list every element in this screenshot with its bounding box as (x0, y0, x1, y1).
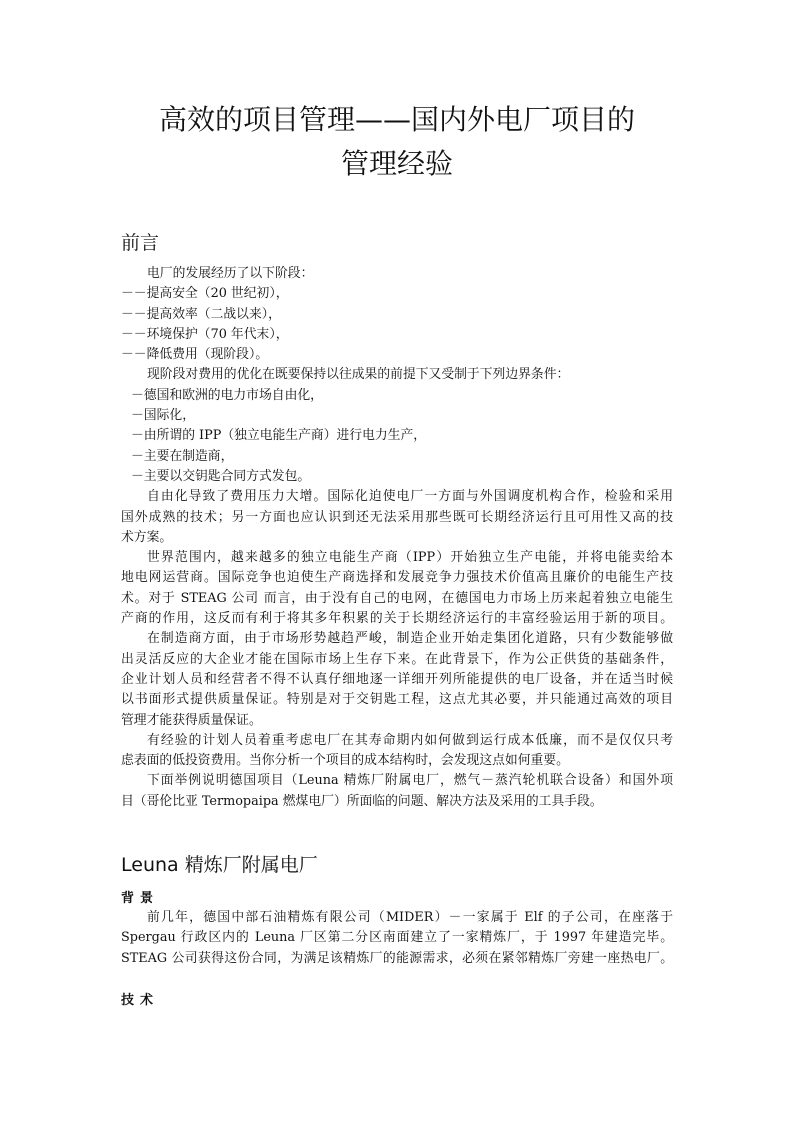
title-line-2: 管理经验 (340, 147, 453, 180)
paragraph-line: 企业计划人员和经营者不得不认真仔细地逐一详细开列所能提供的电厂设备，并在适当时候 (121, 671, 673, 687)
list-item: －－环境保护（70 年代末）， (121, 326, 289, 342)
paragraph-line: 世界范围内，越来越多的独立电能生产商（IPP）开始独立生产电能，并将电能卖给本 (147, 550, 673, 566)
paragraph-line: Spergau 行政区内的 Leuna 厂区第二分区南面建立了一家精炼厂，于 1997 年建造完毕。 (121, 930, 673, 946)
list-item: －－提高安全（20 世纪初）， (121, 286, 289, 302)
list-item: －－提高效率（二战以来）， (121, 306, 281, 322)
paragraph-line: 有经验的计划人员着重考虑电厂在其寿命期内如何做到运行成本低廉，而不是仅仅只考 (147, 732, 673, 748)
paragraph-line: 术。对于 STEAG 公司 而言，由于没有自己的电网，在德国电力市场上历来起着独立电能生 (121, 590, 673, 606)
paragraph-line: 地电网运营商。国际竞争也迫使生产商选择和发展竞争力强技术价值高且廉价的电能生产技 (121, 570, 673, 586)
paragraph-line: 现阶段对费用的优化在既要保持以往成果的前提下又受制于下列边界条件： (147, 367, 570, 383)
list-item: －德国和欧洲的电力市场自由化， (131, 387, 323, 403)
list-item: －－降低费用（现阶段）。 (121, 347, 269, 363)
paragraph-line: 以书面形式提供质量保证。特别是对于交钥匙工程，这点尤其必要，并只能通过高效的项目 (121, 692, 673, 708)
background-body (121, 908, 673, 969)
paragraph-line: 下面举例说明德国项目（Leuna 精炼厂附属电厂，燃气－蒸汽轮机联合设备）和国外项 (147, 773, 673, 789)
list-item: －由所谓的 IPP（独立电能生产商）进行电力生产， (131, 428, 427, 444)
list-item: －国际化， (131, 408, 195, 424)
preface-body (121, 264, 673, 812)
preface-heading: 前言 (121, 232, 160, 254)
technology-heading: 技术 (121, 993, 160, 1008)
paragraph-line: STEAG 公司获得这份合同，为满足该精炼厂的能源需求，必须在紧邻精炼厂旁建一座热电厂。 (121, 950, 673, 966)
leuna-heading: Leuna 精炼厂附属电厂 (121, 854, 318, 876)
paragraph-line: 国外成熟的技术；另一方面也应认识到还无法采用那些既可长期经济运行且可用性又高的技 (121, 509, 673, 525)
list-item: －主要以交钥匙合同方式发包。 (131, 468, 311, 484)
document-title (0, 98, 794, 186)
paragraph-line: 电厂的发展经历了以下阶段： (147, 266, 314, 281)
paragraph-line: 管理才能获得质量保证。 (121, 712, 262, 728)
paragraph-line: 前几年，德国中部石油精炼有限公司（MIDER）－一家属于 Elf 的子公司，在座落于 (147, 910, 673, 925)
list-item: －主要在制造商， (131, 448, 234, 464)
paragraph-line: 自由化导致了费用压力大增。国际化迫使电厂一方面与外国调度机构合作，检验和采用 (147, 489, 673, 505)
paragraph-line: 虑表面的低投资费用。当你分析一个项目的成本结构时，会发现这点如何重要。 (121, 753, 569, 769)
title-line-1: 高效的项目管理——国内外电厂项目的 (158, 103, 635, 136)
paragraph-line: 出灵活反应的大企业才能在国际市场上生存下来。在此背景下，作为公正供货的基础条件， (121, 651, 673, 667)
paragraph-line: 术方案。 (121, 529, 173, 545)
paragraph-line: 产商的作用，这反而有利于将其多年积累的关于长期经济运行的丰富经验运用于新的项目。 (121, 611, 673, 627)
background-heading: 背景 (121, 891, 160, 906)
paragraph-line: 目（哥伦比亚 Termopaipa 燃煤电厂）所面临的问题、解决方法及采用的工具手段。 (121, 793, 603, 809)
paragraph-line: 在制造商方面，由于市场形势越趋严峻，制造企业开始走集团化道路，只有少数能够做 (147, 631, 673, 647)
